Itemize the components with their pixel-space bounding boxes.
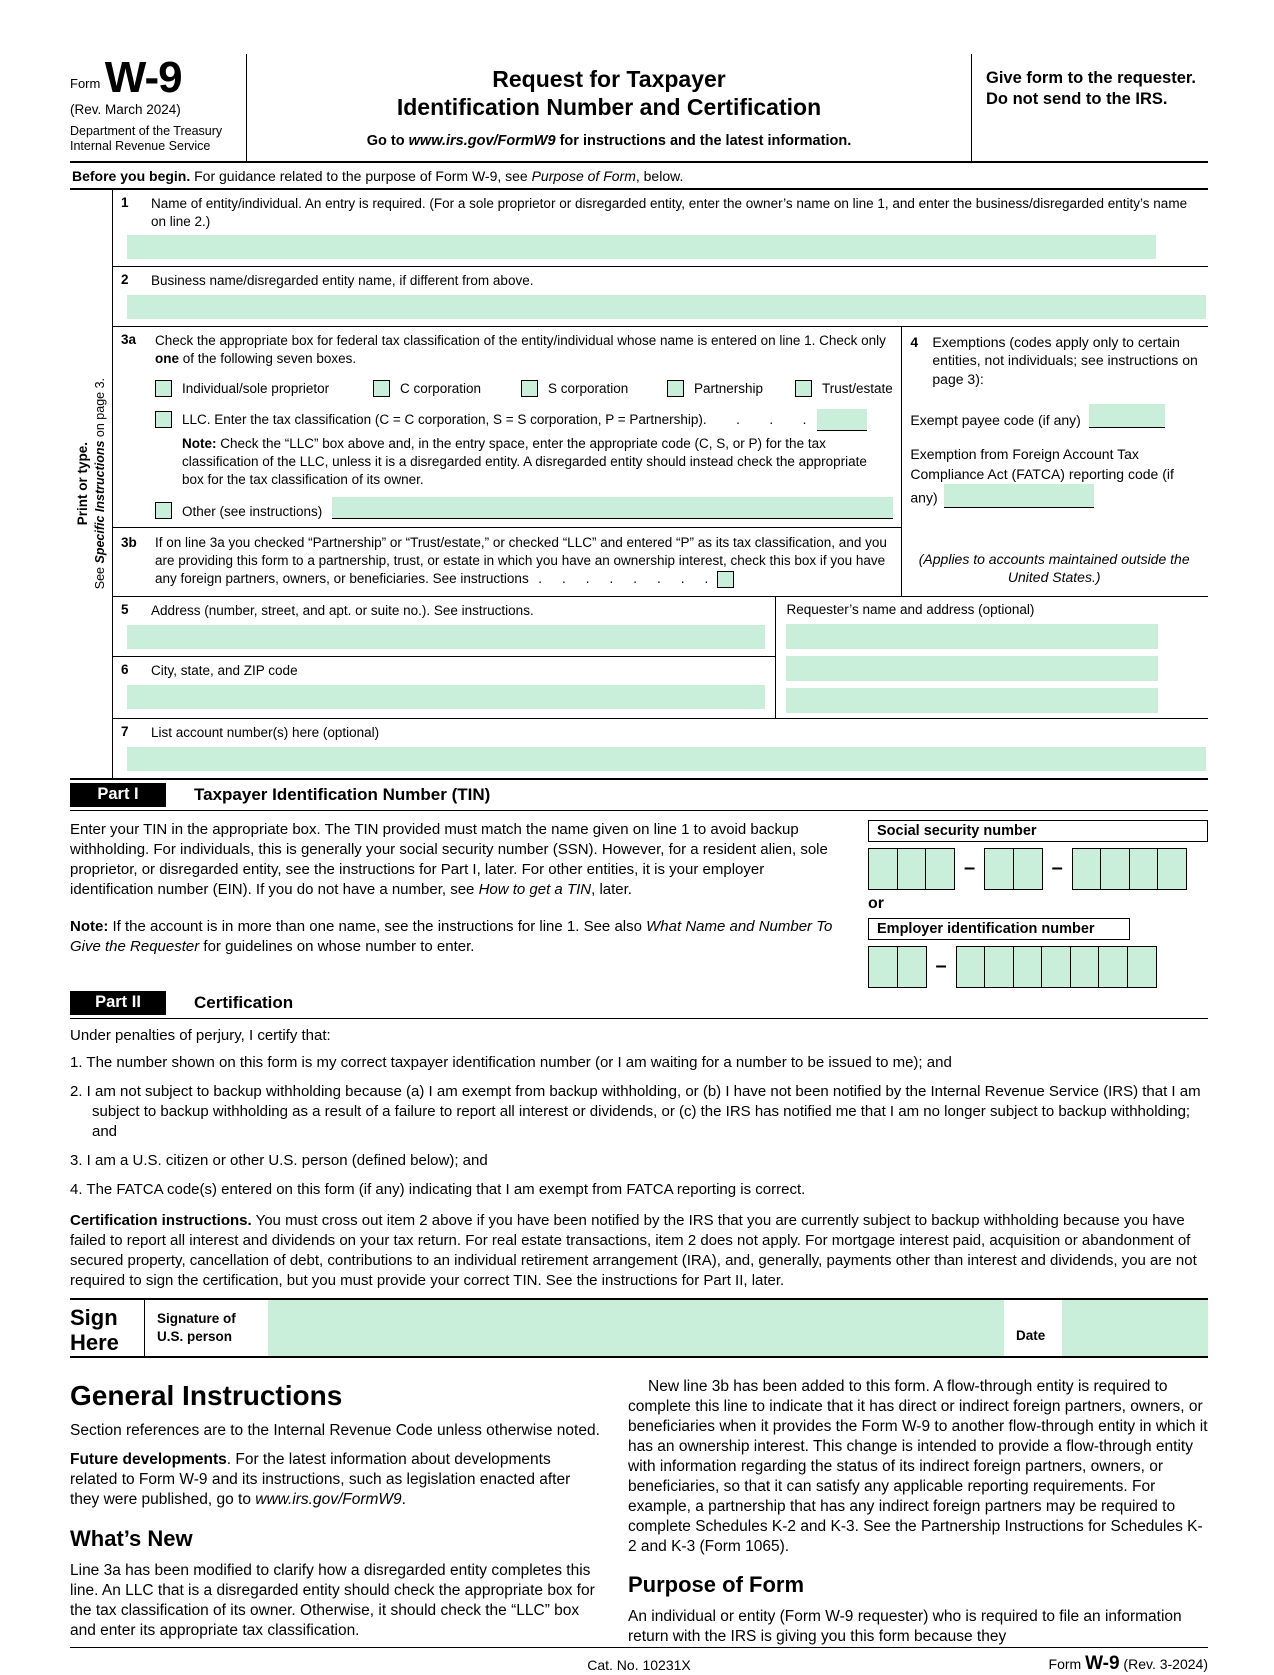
ein-cell[interactable] (1098, 946, 1128, 988)
department-name: Department of the Treasury (70, 123, 223, 138)
part1-header (70, 780, 1208, 811)
part2-header (70, 988, 1208, 1019)
form-reference: Form W-9 (Rev. 3-2024) (1048, 1653, 1208, 1675)
checkbox-c-corp: C corporation (373, 380, 521, 397)
requester-input-2[interactable] (786, 656, 1158, 681)
ssn-cell[interactable] (897, 848, 927, 890)
agency-name: Internal Revenue Service (70, 139, 211, 154)
tin-instructions: Enter your TIN in the appropriate box. The TIN provided must match the name given on line 1 to avoid backup withholding. For individuals, this is generally your social security number (SSN). However, for a resident alien, sole proprietor, or disregarded entity, see the instructions for Part I, later. For other entities, it is your employer identification number (EIN). If you do not have a number, see How to get a TIN, later. (70, 820, 828, 898)
ein-cell[interactable] (897, 946, 927, 988)
checkbox-partnership: Partnership (667, 380, 795, 397)
part1-title: Taxpayer Identification Number (TIN) (194, 784, 491, 804)
give-form-notice: Give form to the requester. Do not send to the IRS. (986, 69, 1196, 109)
part2-title: Certification (194, 992, 294, 1012)
whats-new-title: What’s New (70, 1525, 193, 1551)
line3a-row (113, 327, 901, 528)
requester-input-3[interactable] (786, 688, 1158, 713)
other-label: Other (see instructions) (182, 504, 323, 520)
page-footer (70, 1647, 1208, 1673)
s-corporation-checkbox[interactable] (521, 380, 538, 397)
irs-url: www.irs.gov/FormW9 (408, 133, 556, 150)
ein-cell[interactable] (984, 946, 1014, 988)
llc-label: LLC. Enter the tax classification (C = C corporation, S = S corporation, P = Partnership) (182, 412, 703, 428)
form-title-line2: Identification Number and Certification (396, 93, 822, 120)
line3b-change-paragraph: New line 3b has been added to this form. A flow-through entity is required to complete this line to indicate that it has direct or indirect foreign partners, owners, or beneficiaries when it provides the Form W-9 to another flow-through entity in which it has an ownership interest. This change is intended to provide a flow-through entity with information regarding the status of its indirect foreign partners, owners, or beneficiaries, so that it can satisfy any applicable reporting requirements. For example, a partnership that has any indirect foreign partners may be required to complete Schedules K-2 and K-3. See the Partnership Instructions for Schedules K-2 and K-3 (Form 1065). (628, 1377, 1208, 1555)
exempt-payee-code-input[interactable] (1089, 404, 1165, 428)
goto-line: Go to www.irs.gov/FormW9 for instructions and the latest information. (366, 133, 852, 150)
c-corporation-checkbox[interactable] (373, 380, 390, 397)
form-body (70, 190, 1208, 780)
ssn-boxes (868, 848, 1208, 890)
whats-new-paragraph: Line 3a has been modified to clarify how a disregarded entity completes this line. An LLC that is a disregarded entity should check the appropriate box for the tax classification of its owner. Otherwise, it should check the “LLC” box and enter its appropriate tax classification. (70, 1561, 595, 1639)
line4-number: 4 (910, 334, 919, 351)
part1-band: Part I (70, 783, 166, 807)
see-instructions-label: See Specific Instructions on page 3. (93, 378, 107, 590)
form-revision: (Rev. March 2024) (70, 101, 181, 117)
trust-estate-checkbox[interactable] (795, 380, 812, 397)
other-input[interactable] (332, 497, 893, 519)
certification-item-3: 3. I am a U.S. citizen or other U.S. person (defined below); and (70, 1152, 488, 1170)
line2-number: 2 (121, 272, 129, 288)
date-label: Date (1016, 1328, 1046, 1344)
checkbox-s-corp: S corporation (521, 380, 667, 397)
form-number: W-9 (104, 53, 182, 102)
signature-of-label: Signature of (157, 1311, 236, 1327)
llc-classification-input[interactable] (817, 409, 867, 431)
print-or-type-rail (70, 190, 112, 778)
line1-number: 1 (121, 194, 129, 210)
line7-label: List account number(s) here (optional) (151, 724, 380, 740)
purpose-paragraph: An individual or entity (Form W-9 requester) who is required to file an information return with the IRS is giving you this form because they (628, 1608, 1182, 1646)
line3b-dot-leader: . . . . . . . . (528, 570, 710, 586)
exemptions-label: Exemptions (codes apply only to certain entities, not individuals; see instructions on page 3): (932, 334, 1198, 387)
fatca-label: Exemption from Foreign Account Tax Compliance Act (FATCA) reporting code (if any) (910, 445, 1174, 507)
future-developments-paragraph: Future developments. For the latest information about developments related to Form W-9 and its instructions, such as legislation enacted after they were published, go to www.irs.gov/FormW9. (70, 1450, 571, 1508)
exemptions-cell (901, 327, 1208, 596)
ssn-dash: – (1051, 857, 1063, 880)
ssn-cell[interactable] (984, 848, 1014, 890)
requester-cell (775, 597, 1208, 718)
line3b-label: If on line 3a you checked “Partnership” or “Trust/estate,” or checked “LLC” and entered “P” as its tax classification, and you are providing this form to a partnership, trust, or estate in which you have an ownership interest, check this box if you have any foreign partners, owners, or beneficiaries. See instructions . . . . . . . . (155, 535, 887, 586)
date-input[interactable] (1062, 1300, 1208, 1356)
checkbox-trust-estate: Trust/estate (795, 380, 893, 397)
certification-item-4: 4. The FATCA code(s) entered on this form (if any) indicating that I am exempt from FATCA reporting is correct. (70, 1181, 806, 1199)
llc-dot-leader: . . . . (702, 412, 808, 428)
ssn-cell[interactable] (1129, 848, 1159, 890)
ssn-dash: – (964, 857, 976, 880)
form-title-block (246, 54, 972, 161)
ein-cell[interactable] (1070, 946, 1100, 988)
certification-item-1: 1. The number shown on this form is my correct taxpayer identification number (or I am waiting for a number to be issued to me); and (70, 1053, 952, 1071)
account-numbers-input[interactable] (127, 747, 1206, 771)
requester-input-1[interactable] (786, 624, 1158, 649)
ein-cell[interactable] (1127, 946, 1157, 988)
ssn-cell[interactable] (1013, 848, 1043, 890)
line7-number: 7 (121, 723, 129, 739)
line2-row (113, 267, 1208, 327)
ssn-title: Social security number (868, 820, 1208, 842)
line5-row (113, 597, 775, 657)
requester-label: Requester’s name and address (optional) (786, 601, 1035, 617)
line1-label: Name of entity/individual. An entry is required. (For a sole proprietor or disregarded entity, enter the owner’s name on line 1, and enter the business/disregarded entity’s name on line 2.) (151, 195, 1188, 229)
individual-checkbox[interactable] (155, 380, 172, 397)
form-word: Form (70, 76, 101, 91)
ssn-cell[interactable] (925, 848, 955, 890)
ssn-cell[interactable] (1072, 848, 1102, 890)
tin-note: Note: If the account is in more than one name, see the instructions for line 1. See also What Name and Number To Give the Requester for guidelines on whose number to enter. (70, 918, 833, 956)
ein-cell[interactable] (956, 946, 986, 988)
llc-note: Note: Check the “LLC” box above and, in the entry space, enter the appropriate code (C, S, or P) for the tax classification of the LLC, unless it is a disregarded entity. A disregarded entity should instead check the appropriate box for the tax classification of its owner. (182, 435, 867, 487)
general-instructions-title: General Instructions (70, 1379, 343, 1411)
line5-label: Address (number, street, and apt. or suite no.). See instructions. (151, 602, 534, 618)
ssn-cell[interactable] (868, 848, 898, 890)
purpose-of-form-title: Purpose of Form (628, 1572, 805, 1598)
checkbox-individual: Individual/sole proprietor (155, 380, 373, 397)
part2-band: Part II (70, 991, 166, 1015)
line7-row (113, 719, 1208, 778)
line3b-row (113, 528, 901, 596)
ssn-cell[interactable] (1100, 848, 1130, 890)
exempt-payee-label: Exempt payee code (if any) (910, 411, 1081, 428)
signature-input[interactable] (268, 1300, 1004, 1356)
line6-number: 6 (121, 661, 129, 677)
form-id-block (70, 54, 246, 161)
address-input[interactable] (127, 625, 765, 649)
us-person-label: U.S. person (157, 1328, 233, 1344)
line3a-label: Check the appropriate box for federal tax classification of the entity/individual whose name is entered on line 1. Check only one of the following seven boxes. (155, 333, 886, 367)
or-label: or (868, 894, 884, 912)
partnership-checkbox[interactable] (667, 380, 684, 397)
ein-dash: – (935, 955, 947, 978)
fatca-code-input[interactable] (944, 484, 1094, 508)
business-name-input[interactable] (127, 295, 1206, 319)
ssn-cell[interactable] (1157, 848, 1187, 890)
ein-cell[interactable] (868, 946, 898, 988)
line3b-number: 3b (121, 535, 137, 551)
section-references-paragraph: Section references are to the Internal Revenue Code unless otherwise noted. (70, 1421, 600, 1439)
form-header (70, 54, 1208, 163)
form-title-line1: Request for Taxpayer (492, 66, 726, 92)
ein-cell[interactable] (1041, 946, 1071, 988)
llc-checkbox[interactable] (155, 411, 172, 428)
other-checkbox[interactable] (155, 502, 172, 519)
line2-label: Business name/disregarded entity name, if different from above. (151, 273, 534, 289)
catalog-number: Cat. No. 10231X (587, 1657, 691, 1674)
name-input[interactable] (127, 235, 1156, 259)
ein-title: Employer identification number (868, 918, 1130, 940)
ein-cell[interactable] (1013, 946, 1043, 988)
certification-instructions: Certification instructions. You must cross out item 2 above if you have been notified by the IRS that you are currently subject to backup withholding because you have failed to report all interest and dividends on your tax return. For real estate transactions, item 2 does not apply. For mortgage interest paid, acquisition or abandonment of secured property, cancellation of debt, contributions to an individual retirement arrangement (IRA), and, generally, payments other than interest and dividends, you are not required to sign the certification, but you must provide your correct TIN. See the instructions for Part II, later. (70, 1212, 1197, 1290)
line6-label: City, state, and ZIP code (151, 662, 298, 678)
applies-note: (Applies to accounts maintained outside the United States.) (918, 550, 1190, 585)
certification-item-2: 2. I am not subject to backup withholding because (a) I am exempt from backup withholding, or (b) I have not been notified by the Internal Revenue Service (IRS) that I am subject to backup withholding as a result of a failure to report all interest or dividends, or (c) the IRS has notified me that I am no longer subject to backup withholding; and (70, 1082, 1201, 1140)
print-or-type-label: Print or type. (75, 442, 90, 526)
line3a-number: 3a (121, 332, 137, 348)
before-you-begin: Before you begin. For guidance related to the purpose of Form W-9, see Purpose of Form, below. (70, 163, 1208, 190)
ein-boxes (868, 946, 1208, 988)
certification-intro: Under penalties of perjury, I certify that: (70, 1026, 331, 1044)
sign-label: Sign (70, 1305, 118, 1331)
line1-row (113, 190, 1208, 268)
line5-number: 5 (121, 601, 129, 617)
foreign-partners-checkbox[interactable] (717, 571, 734, 588)
here-label: Here (70, 1330, 119, 1356)
signature-row (70, 1298, 1208, 1358)
city-state-zip-input[interactable] (127, 685, 765, 709)
line6-row (113, 657, 775, 716)
